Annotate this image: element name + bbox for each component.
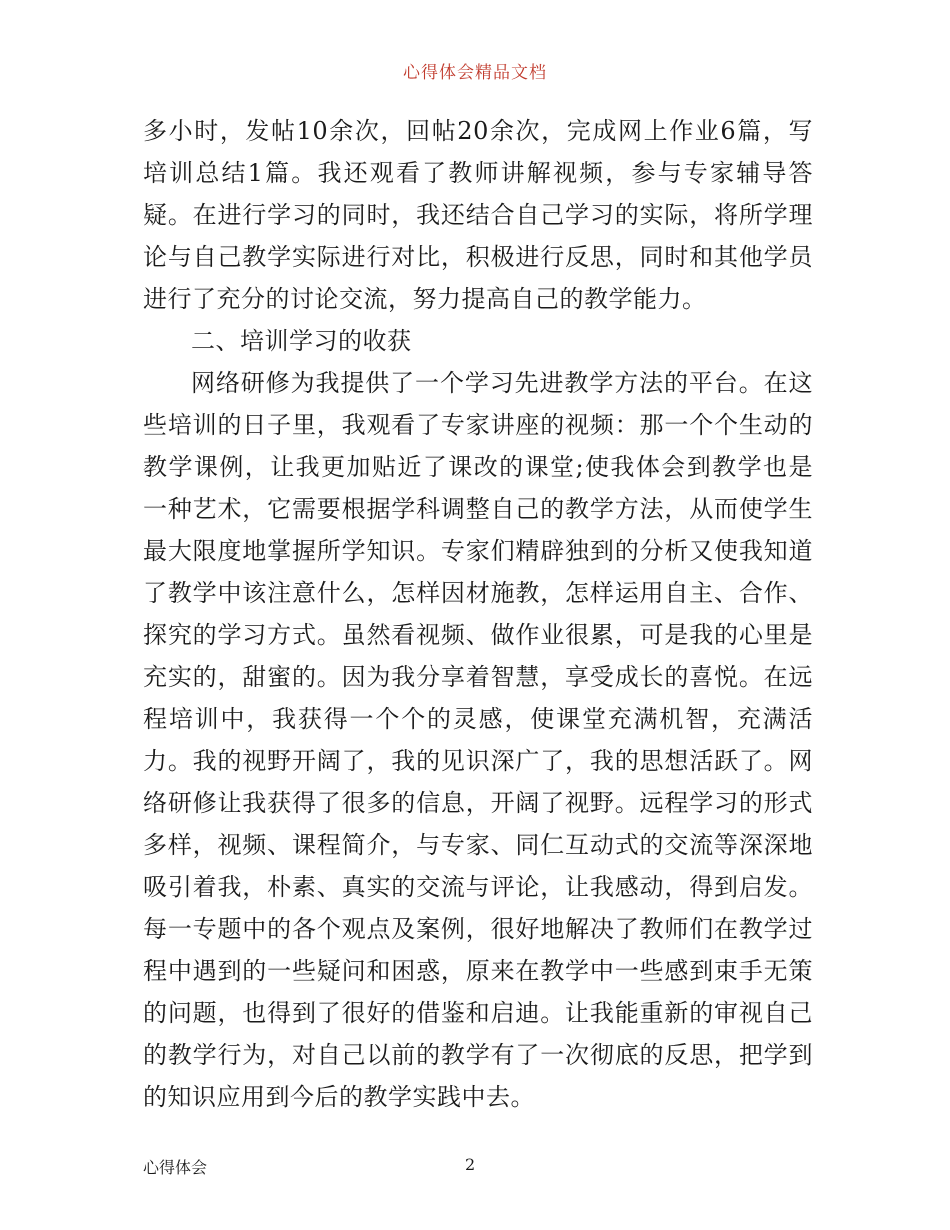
page-header-title: 心得体会精品文档	[403, 63, 547, 83]
text-line: 论与自己教学实际进行对比，积极进行反思，同时和其他学员	[143, 243, 813, 271]
text-line: 的教学行为，对自己以前的教学有了一次彻底的反思，把学到	[143, 1041, 813, 1069]
text-line: 教学课例，让我更加贴近了课改的课堂;使我体会到教学也是	[143, 453, 813, 481]
text-line: 探究的学习方式。虽然看视频、做作业很累，可是我的心里是	[143, 621, 813, 649]
text-line: 进行了充分的讨论交流，努力提高自己的教学能力。	[143, 285, 707, 313]
text-line: 吸引着我，朴素、真实的交流与评论，让我感动，得到启发。	[143, 873, 813, 901]
text-line: 疑。在进行学习的同时，我还结合自己学习的实际，将所学理	[143, 201, 813, 229]
text-line: 程培训中，我获得一个个的灵感，使课堂充满机智，充满活	[143, 705, 813, 733]
text-line: 络研修让我获得了很多的信息，开阔了视野。远程学习的形式	[143, 789, 813, 817]
text-line: 每一专题中的各个观点及案例，很好地解决了教师们在教学过	[143, 915, 813, 943]
footer-label: 心得体会	[143, 1158, 208, 1177]
page-number: 2	[465, 1155, 476, 1174]
text-line: 些培训的日子里，我观看了专家讲座的视频：那一个个生动的	[143, 411, 813, 439]
text-line: 多样，视频、课程简介，与专家、同仁互动式的交流等深深地	[143, 831, 813, 859]
text-line: 多小时，发帖10余次，回帖20余次，完成网上作业6篇，写	[143, 117, 813, 145]
text-line: 程中遇到的一些疑问和困惑，原来在教学中一些感到束手无策	[143, 957, 813, 985]
text-line: 的问题，也得到了很好的借鉴和启迪。让我能重新的审视自己	[143, 999, 813, 1027]
text-line: 充实的，甜蜜的。因为我分享着智慧，享受成长的喜悦。在远	[143, 663, 813, 691]
text-line: 一种艺术，它需要根据学科调整自己的教学方法，从而使学生	[143, 495, 813, 523]
text-line: 的知识应用到今后的教学实践中去。	[143, 1083, 535, 1111]
text-line: 力。我的视野开阔了，我的见识深广了，我的思想活跃了。网	[143, 747, 813, 775]
text-line: 了教学中该注意什么，怎样因材施教，怎样运用自主、合作、	[143, 579, 813, 607]
section-heading: 二、培训学习的收获	[191, 327, 412, 355]
text-line: 最大限度地掌握所学知识。专家们精辟独到的分析又使我知道	[143, 537, 813, 565]
document-body	[143, 110, 813, 1118]
text-line: 培训总结1篇。我还观看了教师讲解视频，参与专家辅导答	[143, 159, 813, 187]
text-line: 网络研修为我提供了一个学习先进教学方法的平台。在这	[191, 369, 813, 397]
